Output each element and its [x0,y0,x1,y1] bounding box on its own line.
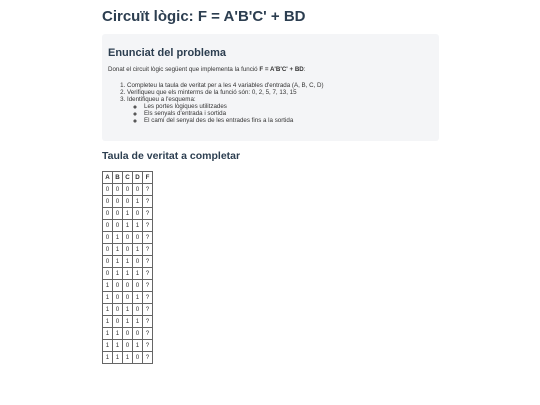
table-cell: 1 [103,352,113,364]
step-label: Identifiqueu a l'esquema: [127,95,196,103]
problem-statement-box [102,34,439,141]
table-cell: 0 [113,316,123,328]
table-cell: 1 [133,220,143,232]
table-cell: 0 [123,340,133,352]
table-cell: 0 [133,256,143,268]
table-cell: 1 [123,316,133,328]
table-cell: 1 [123,304,133,316]
table-cell: 0 [123,184,133,196]
table-row [103,352,153,364]
table-cell: 0 [103,184,113,196]
table-cell: 1 [123,268,133,280]
table-cell: ? [143,232,153,244]
table-cell: 0 [123,292,133,304]
table-row [103,304,153,316]
table-cell: 0 [123,328,133,340]
table-cell: ? [143,280,153,292]
table-cell: 1 [133,268,143,280]
table-row [103,232,153,244]
table-cell: ? [143,244,153,256]
table-cell: 1 [103,316,113,328]
steps-list [108,83,433,124]
column-header: C [123,172,133,184]
table-cell: 1 [133,292,143,304]
table-cell: 1 [113,232,123,244]
table-cell: ? [143,304,153,316]
table-cell: 1 [123,256,133,268]
table-cell: 1 [133,244,143,256]
table-cell: 0 [103,268,113,280]
table-row [103,280,153,292]
table-cell: 1 [133,316,143,328]
table-cell: 1 [123,352,133,364]
table-cell: 0 [113,184,123,196]
table-row [103,208,153,220]
table-cell: 0 [123,196,133,208]
table-cell: 1 [103,292,113,304]
table-cell: ? [143,184,153,196]
substep-item: ◦ El camí del senyal des de les entrades fins a la sortida [144,118,433,125]
table-cell: ? [143,316,153,328]
table-cell: 0 [113,220,123,232]
table-cell: ? [143,292,153,304]
intro-prefix: Donat el circuit lògic següent que implementa la funció [108,66,260,73]
table-row [103,292,153,304]
table-cell: ? [143,208,153,220]
table-cell: 1 [123,208,133,220]
table-cell: 0 [133,232,143,244]
table-cell: ? [143,328,153,340]
table-body [103,184,153,364]
table-cell: 1 [113,256,123,268]
table-cell: 0 [123,232,133,244]
column-header: B [113,172,123,184]
table-cell: 0 [113,304,123,316]
table-cell: 1 [103,304,113,316]
truth-table [102,171,153,364]
table-cell: 1 [103,328,113,340]
problem-intro [108,66,433,74]
table-cell: 0 [103,244,113,256]
table-cell: 1 [113,328,123,340]
intro-suffix: : [303,66,306,73]
step-item [127,97,433,125]
table-cell: 0 [103,256,113,268]
table-cell: ? [143,352,153,364]
table-cell: 1 [113,244,123,256]
step-item: 2. Verifiqueu que els minterms de la funció són: 0, 2, 5, 7, 13, 15 [127,90,433,97]
table-row [103,244,153,256]
table-row [103,340,153,352]
table-cell: ? [143,256,153,268]
problem-heading: Enunciat del problema [108,47,226,59]
table-cell: 1 [113,352,123,364]
table-cell: 0 [113,196,123,208]
table-cell: 0 [133,208,143,220]
table-cell: 1 [133,196,143,208]
table-cell: 0 [113,280,123,292]
table-row [103,328,153,340]
table-cell: 0 [133,352,143,364]
substep-item: ◦ Els senyals d'entrada i sortida [144,111,433,118]
table-row [103,220,153,232]
table-cell: 1 [123,220,133,232]
substep-item: ◦ Les portes lògiques utilitzades [144,104,433,111]
table-cell: ? [143,196,153,208]
table-cell: 0 [123,244,133,256]
table-cell: 1 [113,340,123,352]
substeps-list [127,104,433,125]
table-row [103,196,153,208]
column-header: A [103,172,113,184]
table-cell: 1 [103,280,113,292]
table-row [103,184,153,196]
table-cell: 0 [133,304,143,316]
truth-table-heading: Taula de veritat a completar [102,150,241,162]
intro-formula: F = A'B'C' + BD [259,66,304,73]
table-header-row [103,172,153,184]
table-cell: 1 [103,340,113,352]
table-cell: ? [143,220,153,232]
table-row [103,268,153,280]
table-cell: 0 [103,232,113,244]
table-cell: 0 [123,280,133,292]
table-cell: 0 [133,328,143,340]
table-row [103,316,153,328]
column-header: F [143,172,153,184]
table-cell: 1 [113,268,123,280]
table-cell: 0 [133,280,143,292]
table-cell: 1 [133,340,143,352]
table-row [103,256,153,268]
step-item: 1. Completeu la taula de veritat per a les 4 variables d'entrada (A, B, C, D) [127,83,433,90]
table-cell: 0 [103,220,113,232]
table-cell: 0 [113,208,123,220]
table-cell: 0 [103,196,113,208]
page-title: Circuït lògic: F = A'B'C' + BD [102,8,306,25]
table-cell: 0 [133,184,143,196]
table-cell: ? [143,268,153,280]
table-cell: ? [143,340,153,352]
column-header: D [133,172,143,184]
table-cell: 0 [113,292,123,304]
table-cell: 0 [103,208,113,220]
